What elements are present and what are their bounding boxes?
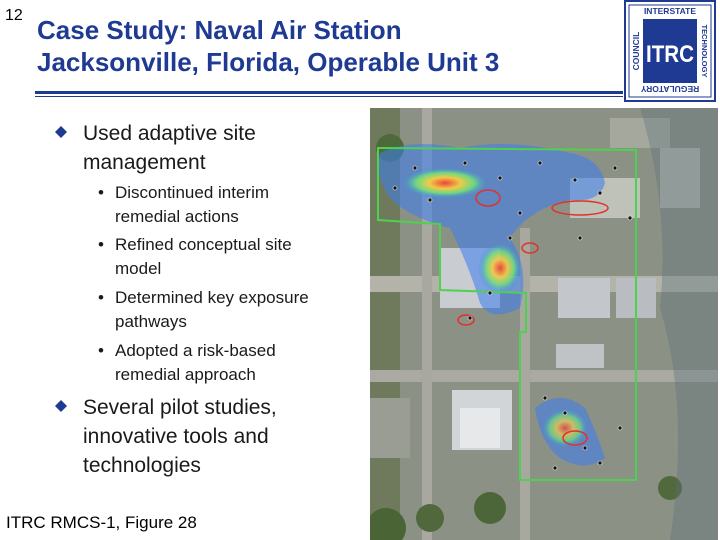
slide-title-line-1: Case Study: Naval Air Station	[37, 15, 402, 45]
bullet-1-line-2: management	[83, 151, 206, 174]
sub-bullet-2-line-2: model	[115, 259, 162, 278]
sub-bullet-3-line-1: Determined key exposure	[115, 288, 309, 307]
diamond-bullet-icon	[55, 126, 67, 138]
sub-bullet-3-line-2: pathways	[115, 312, 187, 331]
sub-bullet-4-line-2: remedial approach	[115, 365, 256, 384]
dot-bullet-icon: •	[98, 288, 104, 307]
sub-bullet-2-line-1: Refined conceptual site	[115, 235, 292, 254]
slide-number: 12	[5, 7, 23, 24]
aerial-map-image	[370, 108, 718, 540]
bullet-2-line-3: technologies	[83, 454, 201, 477]
logo-left-text: COUNCIL	[631, 31, 641, 71]
dot-bullet-icon: •	[98, 235, 104, 254]
sub-bullet-1-line-2: remedial actions	[115, 207, 239, 226]
itrc-logo	[624, 0, 716, 102]
bullet-1-line-1: Used adaptive site	[83, 122, 256, 145]
sub-bullet-1-line-1: Discontinued interim	[115, 183, 270, 202]
bullet-2-line-1: Several pilot studies,	[83, 396, 277, 419]
slide-title-line-2: Jacksonville, Florida, Operable Unit 3	[37, 47, 500, 77]
figure-caption: ITRC RMCS-1, Figure 28	[6, 513, 197, 532]
sub-bullet-4-line-1: Adopted a risk-based	[115, 341, 276, 360]
dot-bullet-icon: •	[98, 341, 104, 360]
logo-center-text: ITRC	[646, 41, 694, 68]
logo-bottom-text: REGULATORY	[640, 84, 700, 94]
diamond-bullet-icon	[55, 400, 67, 412]
logo-right-text: TECHNOLOGY	[700, 24, 709, 78]
logo-top-text: INTERSTATE	[643, 6, 697, 16]
bullet-2-line-2: innovative tools and	[83, 425, 269, 448]
dot-bullet-icon: •	[98, 183, 104, 202]
